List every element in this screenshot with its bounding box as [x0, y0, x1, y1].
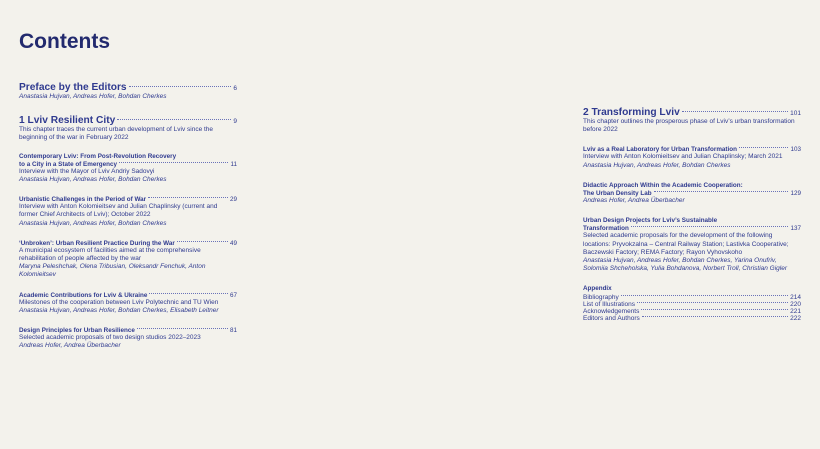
entry-description: Milestones of the cooperation between Lviv Polytechnic and TU Wien [19, 298, 219, 306]
dot-leader [682, 110, 788, 112]
entry-title: Academic Contributions for Lviv & Ukraine [19, 291, 148, 299]
toc-entry[interactable] [19, 153, 237, 185]
dot-leader [641, 308, 788, 310]
entry-title: Urbanistic Challenges in the Period of War [19, 196, 147, 204]
entry-title: The Urban Density Lab [583, 190, 652, 198]
toc-entry-chapter-1[interactable] [19, 115, 237, 142]
appendix-section [583, 285, 801, 321]
entry-authors: Anastasia Hujvan, Andreas Hofer, Bohdan Cherkes [19, 219, 167, 227]
entry-description: Interview with Anton Kolomieitsev and Julian Chaplinsky; March 2021 [583, 153, 783, 161]
entry-description: Selected academic proposals of two design studios 2022–2023 [19, 334, 201, 342]
page-number: 67 [229, 291, 237, 299]
page-number: 220 [790, 300, 801, 308]
appendix-label: Editors and Authors [583, 314, 640, 322]
page-number: 103 [790, 146, 801, 154]
toc-entry[interactable] [19, 240, 237, 280]
toc-entry[interactable] [583, 182, 801, 205]
entry-title: Lviv as a Real Laboratory for Urban Transformation [583, 146, 737, 154]
toc-entry[interactable] [583, 217, 801, 273]
entry-authors: Anastasia Hujvan, Andreas Hofer, Bohdan Cherkes [19, 176, 167, 184]
appendix-label: Acknowledgements [583, 307, 640, 315]
page-number: 222 [790, 314, 801, 322]
entry-title: to a City in a State of Emergency [19, 160, 117, 168]
entry-description: This chapter outlines the prosperous phase of Lviv’s urban transformation before 2022 [583, 118, 795, 134]
dot-leader [621, 294, 788, 296]
dot-leader [119, 161, 228, 163]
entry-authors: Anastasia Hujvan, Andreas Hofer, Bohdan Cherkes [583, 161, 731, 169]
page-number: 101 [790, 110, 801, 117]
page-number: 81 [229, 327, 237, 335]
entry-authors: Anastasia Hujvan, Andreas Hofer, Bohdan Cherkes, Elisabeth Leitner [19, 306, 219, 314]
entry-authors: Maryna Peleshchak, Olena Tribusian, Oleksandr Fenchuk, Anton Kolomieitsev [19, 263, 206, 279]
appendix-row[interactable] [583, 294, 801, 301]
entry-description: Interview with the Mayor of Lviv Andriy Sadovyi [19, 167, 155, 175]
entry-description: A municipal ecosystem of facilities aimed at the comprehensive rehabilitation of people affected by the war [19, 246, 201, 263]
appendix-label: List of Illustrations [583, 300, 636, 308]
entry-title: Preface by the Editors [19, 82, 127, 93]
page-number: 129 [790, 190, 801, 198]
entry-title-line: Didactic Approach Within the Academic Cooperation: [583, 181, 743, 189]
appendix-row[interactable] [583, 308, 801, 315]
dot-leader [117, 118, 231, 120]
page-number: 214 [790, 293, 801, 301]
dot-leader [148, 196, 228, 198]
appendix-label: Bibliography [583, 293, 619, 301]
dot-leader [137, 327, 228, 329]
entry-authors: Andreas Hofer, Andrea Überbacher [19, 342, 121, 350]
page-number: 221 [790, 307, 801, 315]
entry-title: ‘Unbroken’: Urban Resilient Practice During the War [19, 239, 175, 247]
appendix-row[interactable] [583, 301, 801, 308]
entry-title: 2 Transforming Lviv [583, 107, 680, 118]
page-number: 29 [229, 196, 237, 204]
entry-description: This chapter traces the current urban development of Lviv since the beginning of the war in February 2022 [19, 126, 214, 142]
entry-authors: Anastasia Hujvan, Andreas Hofer, Bohdan Cherkes [19, 93, 167, 100]
dot-leader [631, 225, 789, 227]
toc-entry[interactable] [19, 196, 237, 228]
entry-description: Interview with Anton Kolomieitsev and Julian Chaplinsky (current and former Chief Architects of Lviv); October 2022 [19, 203, 218, 219]
entry-authors: Anastasia Hujvan, Andreas Hofer, Bohdan Cherkes, Yarina Onufriv, Solomiia Shcheholska, Yulia Bohdanova, Norbert Troll, Christian Gigler [583, 257, 788, 273]
entry-authors: Andreas Hofer, Andrea Überbacher [583, 197, 685, 205]
page-title: Contents [19, 30, 110, 53]
page-number: 49 [229, 239, 237, 247]
appendix-row[interactable] [583, 315, 801, 322]
entry-title-line: Contemporary Lviv: From Post-Revolution Recovery [19, 152, 177, 160]
toc-entry[interactable] [19, 327, 237, 350]
dot-leader [129, 85, 232, 87]
dot-leader [637, 301, 788, 303]
toc-entry[interactable] [583, 146, 801, 169]
entry-description: Selected academic proposals for the development of the following locations: Pryvokzalna – Central Railway Station; Lastivka Cooperative; Baczewski Factory; REMA Factory; Rayon Vyhovskoho [583, 232, 789, 256]
toc-entry-preface[interactable] [19, 82, 237, 101]
dot-leader [177, 240, 228, 242]
page-number: 137 [790, 225, 801, 233]
entry-title: Design Principles for Urban Resilience [19, 327, 135, 335]
toc-entry[interactable] [19, 292, 237, 315]
left-column [19, 82, 237, 362]
entry-title: Transformation [583, 225, 629, 233]
page-number: 9 [233, 118, 237, 126]
dot-leader [739, 146, 789, 148]
appendix-heading: Appendix [583, 285, 612, 293]
dot-leader [149, 292, 228, 294]
dot-leader [642, 315, 788, 317]
entry-title: 1 Lviv Resilient City [19, 115, 116, 127]
right-column [583, 107, 801, 334]
page-number: 6 [233, 85, 237, 92]
entry-title-line: Urban Design Projects for Lviv’s Sustainable [583, 217, 718, 225]
page-number: 11 [230, 160, 237, 168]
dot-leader [654, 190, 789, 192]
toc-entry-chapter-2[interactable] [583, 107, 801, 134]
